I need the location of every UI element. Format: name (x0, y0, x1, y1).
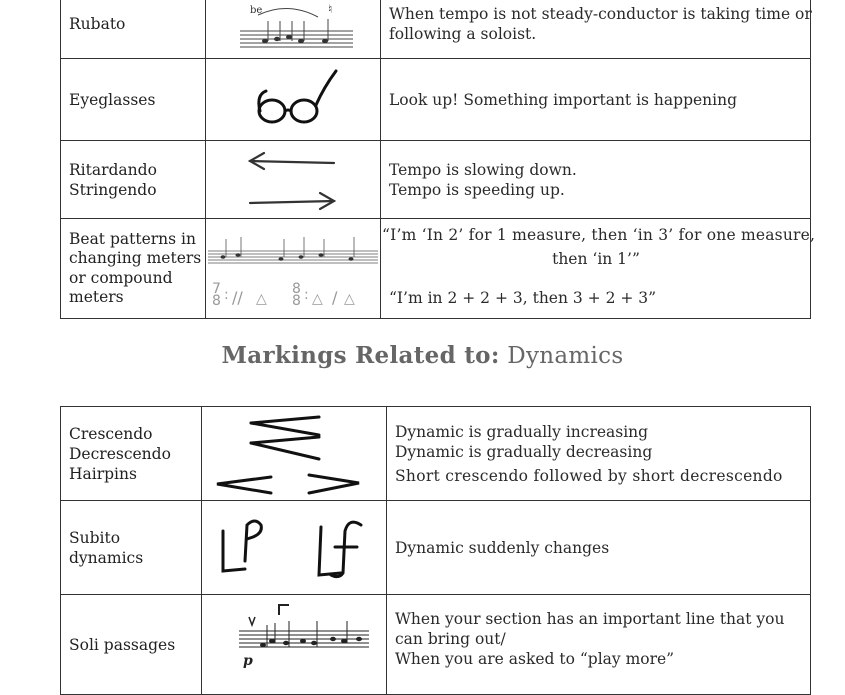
term-text: changing meters (69, 249, 202, 267)
soli-excerpt-icon (209, 595, 379, 685)
description-text: Tempo is speeding up. (389, 180, 565, 199)
example-cell (202, 407, 387, 501)
description-cell (381, 59, 811, 141)
svg-text:8: 8 (212, 292, 221, 309)
description-text: Dynamic suddenly changes (395, 538, 610, 557)
svg-text::: : (224, 286, 229, 303)
example-cell (206, 219, 381, 319)
svg-text:8: 8 (292, 280, 301, 297)
example-cell (206, 59, 381, 141)
description-text: When you are asked to “play more” (395, 650, 675, 668)
term-cell (61, 501, 202, 595)
svg-text:8: 8 (292, 292, 301, 309)
svg-text://: // (232, 287, 243, 307)
term-text: Eyeglasses (69, 90, 156, 109)
description-text: “I’m ‘In 2’ for 1 measure, then ‘in 3’ for one measure, (382, 226, 816, 244)
table-row (61, 59, 811, 141)
table-row (61, 407, 811, 501)
svg-text:△: △ (312, 290, 323, 307)
description-text: following a soloist. (389, 24, 537, 43)
svg-text:p: p (243, 653, 253, 669)
eyeglasses-icon (238, 65, 348, 135)
term-text: Crescendo (69, 424, 153, 443)
subito-dynamics-icon (209, 503, 379, 593)
svg-text:△: △ (256, 290, 267, 307)
table-row (61, 0, 811, 59)
example-cell (206, 141, 381, 219)
term-text: Soli passages (69, 636, 176, 654)
svg-text:7: 7 (212, 280, 221, 297)
tempo-markings-table (60, 0, 816, 319)
table-row (61, 141, 811, 219)
term-cell (61, 141, 206, 219)
description-text: Look up! Something important is happening (389, 90, 738, 109)
term-cell (61, 595, 202, 695)
description-text: can bring out/ (395, 630, 506, 648)
rubato-excerpt-icon (228, 0, 358, 57)
description-cell (381, 0, 811, 59)
description-text: “I’m in 2 + 2 + 3, then 3 + 2 + 3” (389, 289, 657, 307)
table-row (61, 219, 811, 319)
description-text: then ‘in 1’” (552, 250, 640, 268)
dynamics-markings-table (60, 406, 811, 695)
description-cell (381, 219, 816, 319)
svg-text::: : (304, 286, 309, 303)
example-cell (202, 501, 387, 595)
heading-topic: Dynamics (507, 343, 624, 369)
description-cell (387, 595, 811, 695)
term-cell (61, 407, 202, 501)
description-text: Tempo is slowing down. (389, 160, 577, 179)
description-text: Short crescendo followed by short decrescendo (395, 466, 783, 485)
svg-text:△: △ (344, 290, 355, 307)
svg-text:/: / (332, 287, 338, 307)
term-text: or compound (69, 268, 173, 287)
svg-text:be: be (250, 4, 263, 16)
description-text: Dynamic is gradually decreasing (395, 442, 653, 461)
term-text: meters (69, 288, 124, 306)
description-cell (381, 141, 811, 219)
description-text: When tempo is not steady-conductor is taking time or (389, 4, 812, 23)
term-text: dynamics (69, 548, 144, 567)
term-cell (61, 59, 206, 141)
table-row (61, 595, 811, 695)
term-text: Decrescendo (69, 444, 171, 463)
term-text: Subito (69, 528, 121, 547)
description-cell (387, 407, 811, 501)
term-text: Hairpins (69, 464, 137, 483)
description-cell (387, 501, 811, 595)
arrows-icon (238, 145, 348, 215)
term-cell (61, 219, 206, 319)
svg-text:♮: ♮ (328, 1, 333, 16)
hairpins-icon (209, 409, 379, 499)
term-cell (61, 0, 206, 59)
table-row (61, 501, 811, 595)
heading-prefix: Markings Related to: (221, 342, 500, 369)
description-text: Dynamic is gradually increasing (395, 422, 649, 441)
section-heading (0, 342, 845, 369)
beat-pattern-excerpt-icon (206, 221, 380, 317)
example-cell (206, 0, 381, 59)
description-text: When your section has an important line that you (395, 610, 785, 628)
example-cell (202, 595, 387, 695)
term-text: Beat patterns in (69, 229, 196, 248)
term-text: Ritardando (69, 160, 157, 179)
term-text: Stringendo (69, 180, 157, 199)
term-text: Rubato (69, 14, 126, 33)
